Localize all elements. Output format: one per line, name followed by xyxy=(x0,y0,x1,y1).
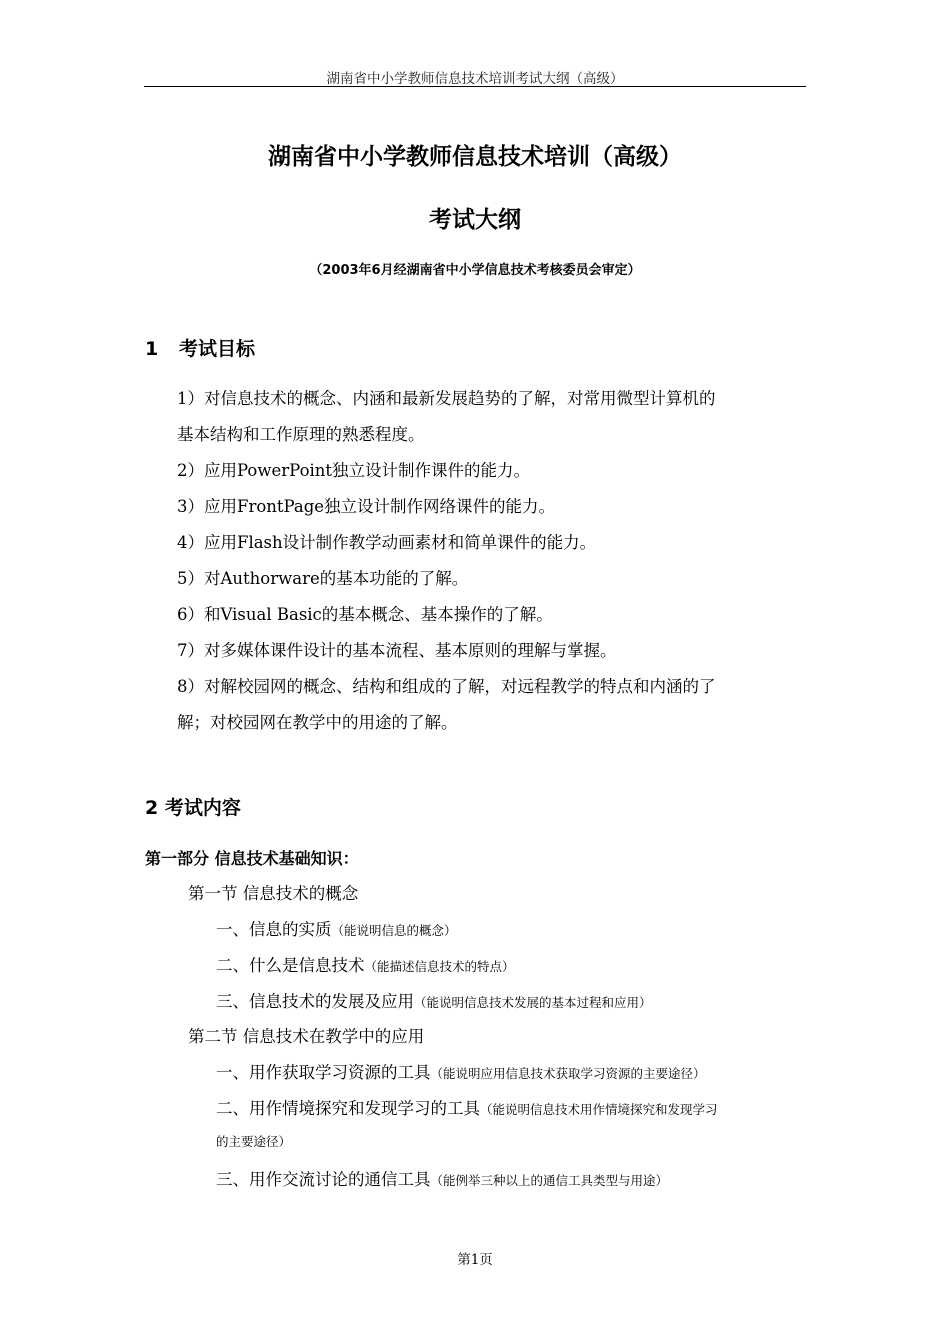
content-item xyxy=(216,1131,291,1150)
objective-line: 7）对多媒体课件设计的基本流程、基本原则的理解与掌握。 xyxy=(177,641,617,660)
objective-line: 3）应用FrontPage独立设计制作网络课件的能力。 xyxy=(177,497,556,516)
running-header: 湖南省中小学教师信息技术培训考试大纲（高级） xyxy=(326,71,624,87)
objective-line: 1）对信息技术的概念、内涵和最新发展趋势的了解，对常用微型计算机的 xyxy=(177,389,716,408)
item-note: （能说明信息技术发展的基本过程和应用） xyxy=(414,995,652,1010)
item-text: 二、用作情境探究和发现学习的工具 xyxy=(216,1099,480,1118)
objective-line: 8）对解校园网的概念、结构和组成的了解，对远程教学的特点和内涵的了 xyxy=(177,677,716,696)
section1-number: 1 xyxy=(145,338,159,360)
document-title: 湖南省中小学教师信息技术培训（高级） xyxy=(268,144,682,170)
item-text: 一、用作获取学习资源的工具 xyxy=(216,1063,431,1082)
item-note: （能例举三种以上的通信工具类型与用途） xyxy=(430,1173,669,1188)
content-item xyxy=(216,988,652,1012)
item-note: （能说明应用信息技术获取学习资源的主要途径） xyxy=(430,1066,706,1081)
content-item xyxy=(216,952,515,976)
subsection-title: 第二节 信息技术在教学中的应用 xyxy=(188,1027,425,1046)
content-item xyxy=(216,1059,706,1083)
part1-heading: 第一部分 信息技术基础知识： xyxy=(145,849,359,868)
content-item xyxy=(216,1095,718,1119)
item-note: （能描述信息技术的特点） xyxy=(364,959,515,974)
objective-line: 5）对Authorware的基本功能的了解。 xyxy=(177,569,469,588)
section2-heading: 2 考试内容 xyxy=(145,797,241,819)
document-subtitle: 考试大纲 xyxy=(429,207,521,233)
approval-note: （2003年6月经湖南省中小学信息技术考核委员会审定） xyxy=(309,263,641,278)
objective-line: 2）应用PowerPoint独立设计制作课件的能力。 xyxy=(177,461,531,480)
item-text: 三、信息技术的发展及应用 xyxy=(216,992,414,1011)
subsection-title: 第一节 信息技术的概念 xyxy=(188,884,359,903)
item-text: 二、什么是信息技术 xyxy=(216,956,365,975)
section1-title: 考试目标 xyxy=(179,338,256,360)
item-text: 一、信息的实质 xyxy=(216,920,332,939)
item-note: 的主要途径） xyxy=(216,1134,292,1149)
objective-line: 4）应用Flash设计制作教学动画素材和简单课件的能力。 xyxy=(177,533,597,552)
objective-line: 解；对校园网在教学中的用途的了解。 xyxy=(177,713,458,732)
section1-heading xyxy=(145,334,255,361)
item-note: （能说明信息技术用作情境探究和发现学习 xyxy=(480,1102,718,1117)
page-number: 第1页 xyxy=(457,1252,493,1268)
content-item xyxy=(216,916,457,940)
header-rule xyxy=(144,86,806,87)
objective-line: 6）和Visual Basic的基本概念、基本操作的了解。 xyxy=(177,605,553,624)
objective-line: 基本结构和工作原理的熟悉程度。 xyxy=(177,425,425,444)
item-note: （能说明信息的概念） xyxy=(331,923,457,938)
content-item xyxy=(216,1166,668,1190)
item-text: 三、用作交流讨论的通信工具 xyxy=(216,1170,431,1189)
